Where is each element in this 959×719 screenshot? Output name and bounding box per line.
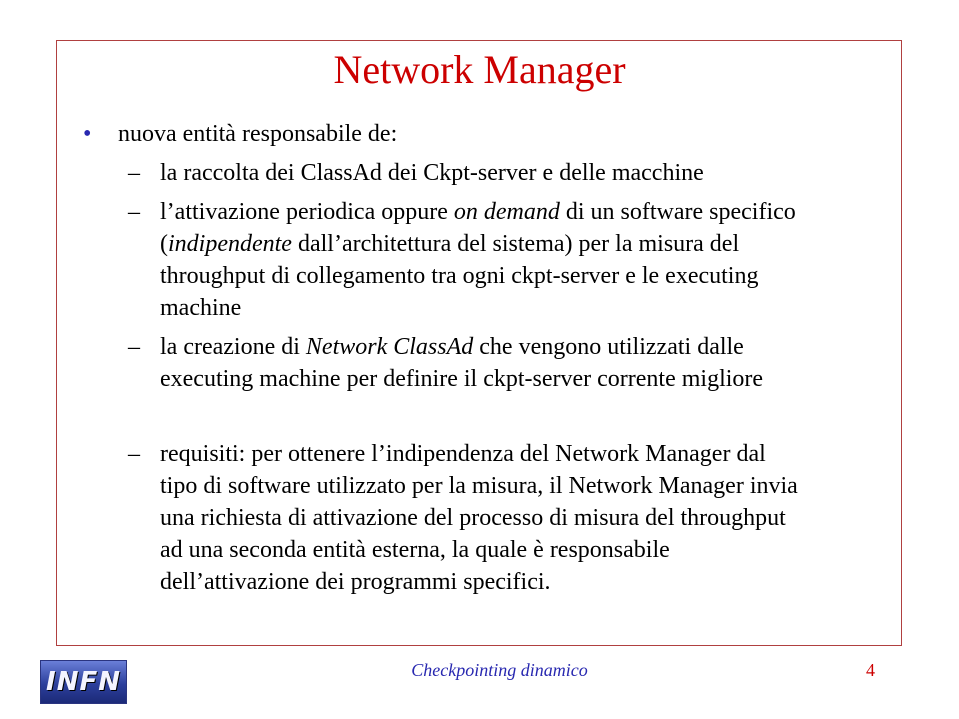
bullet-dot-icon: • [83, 121, 92, 147]
footer-text: Checkpointing dinamico [411, 660, 588, 680]
sub-item-2-line-3: throughput di collegamento tra ogni ckpt-server e le executing [160, 263, 759, 289]
sub-item-2-line-2: (indipendente dall’architettura del sistema) per la misura del [160, 231, 740, 257]
logo-text: INFN [46, 667, 121, 697]
sub-item-4-line-3: una richiesta di attivazione del processo di misura del throughput [160, 505, 786, 531]
dash-icon: – [128, 199, 140, 225]
dash-icon: – [128, 160, 140, 186]
slide-title: Network Manager [333, 47, 626, 92]
dash-icon: – [128, 334, 140, 360]
sub-item-2-line-1: l’attivazione periodica oppure on demand di un software specifico [160, 199, 796, 225]
sub-item-4-line-2: tipo di software utilizzato per la misura, il Network Manager invia [160, 473, 798, 499]
dash-icon: – [128, 441, 140, 467]
sub-item-4-line-4: ad una seconda entità esterna, la quale è responsabile [160, 537, 670, 563]
sub-item-3-line-2: executing machine per definire il ckpt-server corrente migliore [160, 366, 764, 392]
sub-item-2-line-4: machine [160, 295, 242, 321]
page-number: 4 [866, 660, 875, 680]
sub-item-3-line-1: la creazione di Network ClassAd che vengono utilizzati dalle [160, 334, 744, 360]
sub-item-1: la raccolta dei ClassAd dei Ckpt-server e delle macchine [160, 160, 704, 186]
sub-item-4-line-1: requisiti: per ottenere l’indipendenza del Network Manager dal [160, 441, 766, 467]
bullet-text: nuova entità responsabile de: [118, 121, 398, 147]
sub-item-4-line-5: dell’attivazione dei programmi specifici. [160, 569, 551, 595]
